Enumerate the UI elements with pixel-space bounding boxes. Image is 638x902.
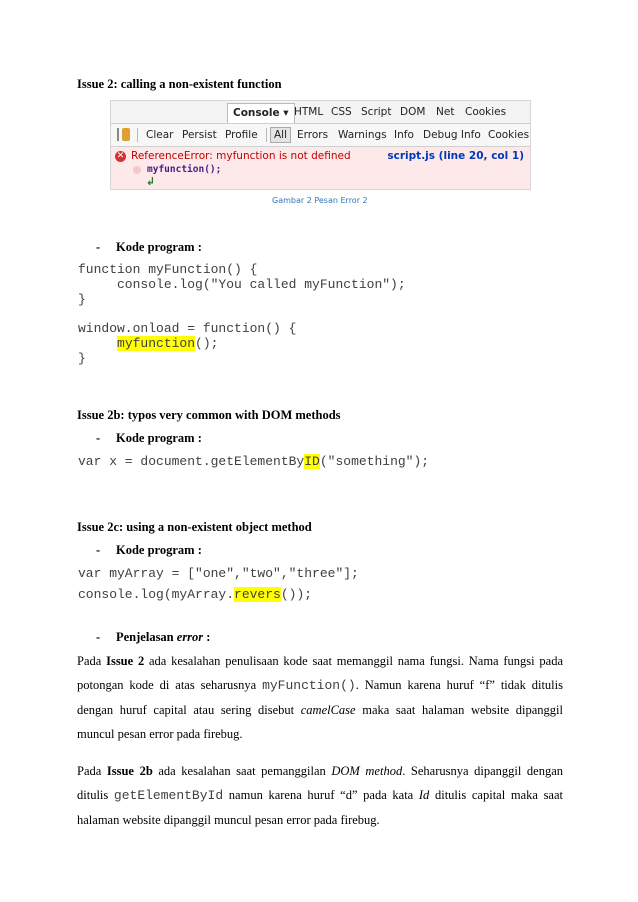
bullet-kode-program <box>96 240 202 255</box>
issue2-heading: Issue 2: calling a non-existent function <box>77 77 282 91</box>
code-line <box>78 587 312 602</box>
profile-button[interactable]: Profile <box>225 129 258 141</box>
para-bold: Issue 2 <box>106 654 145 668</box>
bullet-label: Kode program : <box>116 240 202 254</box>
para-italic: camelCase <box>300 703 356 717</box>
filter-debug-info-button[interactable]: Debug Info <box>423 129 481 141</box>
paragraph-issue2 <box>77 649 563 746</box>
firebug-console-screenshot <box>110 100 531 190</box>
bullet-penjelasan <box>96 630 210 645</box>
para-text: ada kesalahan penulisaan kode saat memanggil nama fungsi. Nama fungsi pada potongan kode di atas seharusnya <box>77 654 563 692</box>
filter-errors-button[interactable]: Errors <box>297 129 329 141</box>
code-line: } <box>78 292 86 307</box>
error-message[interactable]: ReferenceError: myfunction is not defined <box>131 150 351 162</box>
bullet-kode-program <box>96 431 202 446</box>
code-line <box>78 336 218 351</box>
figure-caption: Gambar 2 Pesan Error 2 <box>272 196 368 205</box>
bullet-dash: - <box>96 431 101 445</box>
bullet-dash: - <box>96 630 101 644</box>
tab-console[interactable]: Console ▾ <box>227 103 295 123</box>
error-entry[interactable] <box>111 147 530 189</box>
firebug-toolbar <box>111 124 530 147</box>
code-line <box>78 454 429 469</box>
return-arrow-icon: ↲ <box>146 175 156 188</box>
inline-code: getElementById <box>113 788 224 803</box>
issue2c-heading: Issue 2c: using a non-existent object method <box>77 520 312 534</box>
bullet-label: Kode program : <box>116 431 202 445</box>
tab-css[interactable]: CSS <box>331 106 352 118</box>
persist-button[interactable]: Persist <box>182 129 217 141</box>
highlighted-code: myfunction <box>117 336 196 351</box>
toolbar-separator <box>266 128 267 142</box>
para-text: . Seharusnya dipanggil dengan ditulis <box>77 764 564 802</box>
filter-warnings-button[interactable]: Warnings <box>338 129 387 141</box>
code-text: ("something"); <box>319 454 430 469</box>
tab-cookies[interactable]: Cookies <box>465 106 507 118</box>
filter-cookies-button[interactable]: Cookies <box>488 129 530 141</box>
error-icon: ✕ <box>116 151 125 161</box>
tab-script[interactable]: Script <box>361 106 392 118</box>
bullet-label-colon: : <box>203 630 211 644</box>
code-indent <box>78 336 117 351</box>
error-location-link[interactable]: script.js (line 20, col 1) <box>387 150 524 162</box>
para-text: maka saat halaman website dipanggil muncul pesan error pada firebug. <box>77 703 563 741</box>
code-line: function myFunction() { <box>78 262 258 277</box>
bullet-dash: - <box>96 543 101 557</box>
para-text: ditulis capital maka saat halaman website dipanggil muncul pesan error pada firebug. <box>77 788 563 827</box>
para-text: Pada <box>77 764 107 778</box>
highlighted-code: ID <box>304 454 320 469</box>
code-text: var x = document.getElementBy <box>78 454 305 469</box>
tab-html[interactable]: HTML <box>294 106 324 118</box>
para-text: ada kesalahan saat pemanggilan <box>152 764 332 778</box>
code-line: window.onload = function() { <box>78 321 297 336</box>
bullet-label: Penjelasan <box>116 630 177 644</box>
bullet-label-italic: error <box>176 630 204 644</box>
para-italic: Id <box>418 788 430 802</box>
para-italic: DOM method <box>331 764 403 778</box>
toolbar-grip-icon <box>117 128 119 141</box>
breakpoint-dot-icon[interactable] <box>133 166 141 174</box>
firebug-tab-bar <box>111 101 530 124</box>
code-text: (); <box>195 336 219 351</box>
para-text: . Namun karena huruf “f” tidak ditulis dengan huruf capital atau sering disebut <box>77 678 563 717</box>
code-text: console.log(myArray. <box>78 587 235 602</box>
tab-dom[interactable]: DOM <box>400 106 426 118</box>
code-line: console.log("You called myFunction"); <box>78 277 406 292</box>
toolbar-separator <box>137 128 138 142</box>
clear-bin-icon[interactable] <box>122 128 130 141</box>
code-line: var myArray = ["one","two","three"]; <box>78 566 359 581</box>
bullet-dash: - <box>96 240 101 254</box>
error-source-line: myfunction(); <box>147 164 222 175</box>
filter-info-button[interactable]: Info <box>394 129 414 141</box>
code-line: } <box>78 351 86 366</box>
bullet-label: Kode program : <box>116 543 202 557</box>
bullet-kode-program <box>96 543 202 558</box>
para-text: Pada <box>77 654 107 668</box>
paragraph-issue2b <box>77 759 563 832</box>
tab-net[interactable]: Net <box>436 106 455 118</box>
clear-button[interactable]: Clear <box>146 129 174 141</box>
filter-all-button[interactable]: All <box>270 127 291 143</box>
code-text: ()); <box>280 587 313 602</box>
highlighted-code: revers <box>234 587 281 602</box>
para-text: namun karena huruf “d” pada kata <box>223 788 419 802</box>
issue2b-heading: Issue 2b: typos very common with DOM methods <box>77 408 341 422</box>
para-bold: Issue 2b <box>106 764 153 778</box>
inline-code: myFunction() <box>262 678 356 693</box>
